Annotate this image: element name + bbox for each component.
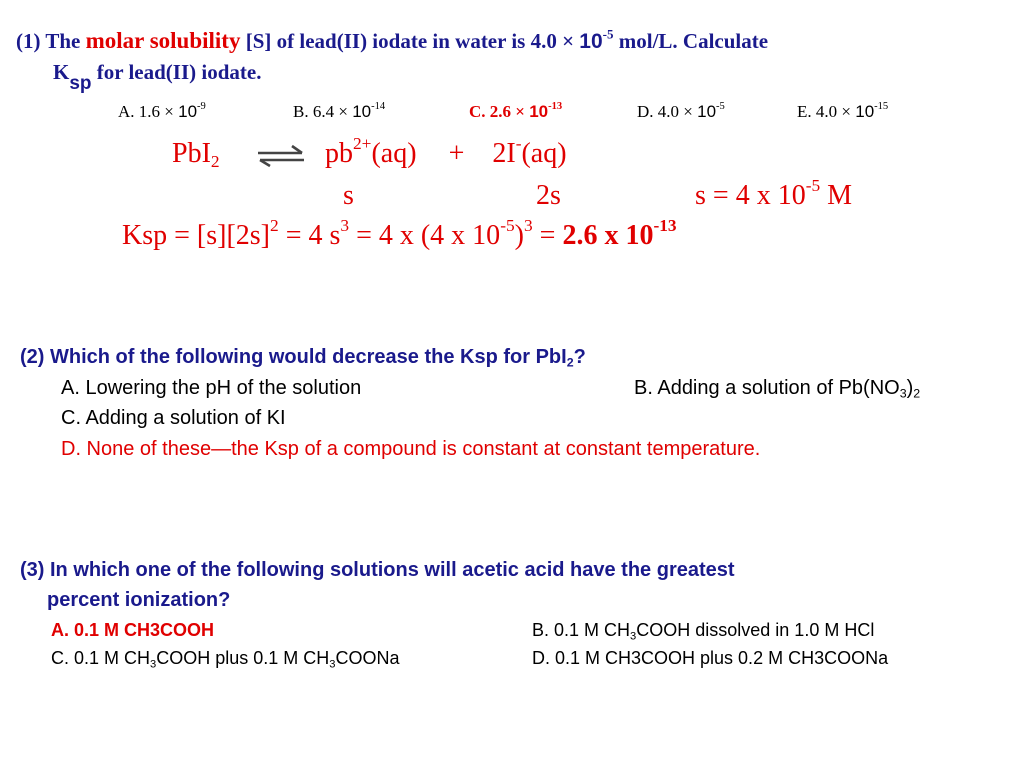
solubility-eq-text: s = 4 x 10	[695, 180, 806, 211]
ksp-b-exp: 3	[340, 215, 350, 235]
equilibrium-arrow-icon	[256, 144, 306, 168]
ksp-a: Ksp = [s][2s]	[122, 220, 270, 251]
ksp-d: )	[514, 220, 524, 251]
q3-question-line1: (3) In which one of the following solutions will acetic acid have the greatest	[20, 559, 735, 581]
q1-k-sub: sp	[69, 73, 92, 94]
ksp-b: = 4 s	[285, 220, 341, 251]
ksp-c: = 4 x (4 x 10	[356, 220, 501, 251]
q3-option-c-part3: COONa	[335, 648, 400, 668]
choice-c-exp: -13	[548, 101, 563, 113]
q1-given-exp: -5	[602, 26, 614, 42]
q1-choice-d[interactable]	[637, 102, 725, 122]
q2-option-b-sub2: 2	[913, 386, 921, 401]
choice-e-label: E. 4.0 ×	[797, 102, 851, 121]
q1-line2	[53, 60, 262, 94]
q1-given-value: [S] of lead(II) iodate in water is 4.0 ×	[245, 29, 575, 53]
q2-question-text: (2) Which of the following would decrease the Ksp for PbI	[20, 346, 567, 368]
q2-question-sub: 2	[566, 355, 574, 370]
q3-option-c-part1: C. 0.1 M CH	[51, 648, 151, 668]
q2-option-b-text: B. Adding a solution of Pb(NO	[634, 377, 900, 399]
anion-charge: -	[515, 133, 522, 153]
q2-option-a[interactable]: A. Lowering the pH of the solution	[61, 377, 362, 399]
q2-option-d[interactable]: D. None of these—the Ksp of a compound is constant at constant temperature.	[61, 438, 761, 460]
choice-b-label: B. 6.4 ×	[293, 102, 348, 121]
reactant-sub: 2	[210, 152, 220, 172]
ksp-calculation	[122, 215, 677, 252]
choice-d-base: 10	[697, 102, 717, 121]
cation-state: (aq)	[371, 138, 417, 169]
choice-a-label: A. 1.6 ×	[118, 102, 174, 121]
choice-d-exp: -5	[716, 101, 725, 113]
q1-choice-e[interactable]	[797, 102, 888, 122]
q1-prefix: (1) The	[16, 29, 81, 53]
ksp-answer: 2.6 x 10	[562, 220, 654, 251]
solubility-s-anion: 2s	[536, 180, 561, 211]
choice-e-base: 10	[855, 102, 875, 121]
q1-choice-c[interactable]	[469, 102, 562, 122]
q3-question-line2: percent ionization?	[47, 589, 231, 611]
choice-d-label: D. 4.0 ×	[637, 102, 693, 121]
q1-line1	[16, 28, 768, 54]
ksp-a-exp: 2	[270, 215, 279, 235]
ksp-e: =	[539, 220, 556, 251]
solubility-s-cation: s	[343, 180, 354, 211]
ksp-answer-exp: -13	[653, 215, 677, 235]
q1-choice-a[interactable]	[118, 102, 206, 122]
cation-charge: 2+	[353, 133, 372, 153]
choice-b-base: 10	[352, 102, 372, 121]
cation-formula: pb	[325, 138, 353, 169]
q2-question-end: ?	[573, 346, 586, 368]
dissolution-equation-products	[325, 133, 567, 170]
choice-c-label: C. 2.6 ×	[469, 102, 525, 121]
q3-option-c[interactable]	[51, 648, 400, 669]
anion-formula: 2I	[492, 138, 516, 169]
q2-question	[20, 346, 586, 369]
choice-b-exp: -14	[371, 101, 386, 113]
q2-option-b[interactable]	[634, 377, 920, 400]
q1-choice-b[interactable]	[293, 102, 385, 122]
anion-state: (aq)	[521, 138, 567, 169]
ksp-c-exp: -5	[500, 215, 515, 235]
choice-c-base: 10	[529, 102, 549, 121]
q1-given-base: 10	[579, 30, 603, 53]
solubility-value	[695, 175, 853, 212]
choice-a-exp: -9	[197, 101, 206, 113]
q3-option-b[interactable]	[532, 620, 874, 641]
q3-option-c-part2: COOH plus 0.1 M CH	[156, 648, 330, 668]
choice-a-base: 10	[178, 102, 198, 121]
q1-tail: mol/L. Calculate	[618, 29, 769, 53]
dissolution-equation-reactant	[172, 138, 220, 170]
q2-option-c[interactable]: C. Adding a solution of KI	[61, 407, 286, 429]
q1-term-molar-solubility: molar solubility	[85, 28, 241, 53]
solubility-eq-exp: -5	[805, 175, 821, 195]
equation-plus: +	[448, 138, 465, 169]
reactant-formula: PbI	[172, 138, 211, 169]
q3-option-b-sub: 3	[630, 630, 637, 643]
q1-k: K	[53, 60, 70, 84]
q3-option-d[interactable]: D. 0.1 M CH3COOH plus 0.2 M CH3COONa	[532, 648, 889, 668]
q2-option-b-sub1: 3	[899, 386, 907, 401]
q1-line2-rest: for lead(II) iodate.	[96, 60, 262, 84]
q3-option-a[interactable]: A. 0.1 M CH3COOH	[51, 620, 215, 640]
q3-option-b-part1: B. 0.1 M CH	[532, 620, 631, 640]
choice-e-exp: -15	[874, 101, 889, 113]
q3-option-c-sub2: 3	[329, 658, 336, 671]
q2-option-b-close: )	[906, 377, 914, 399]
ksp-d-exp: 3	[523, 215, 533, 235]
q3-option-b-part2: COOH dissolved in 1.0 M HCl	[636, 620, 875, 640]
q3-option-c-sub1: 3	[150, 658, 157, 671]
solubility-eq-unit: M	[827, 180, 853, 211]
